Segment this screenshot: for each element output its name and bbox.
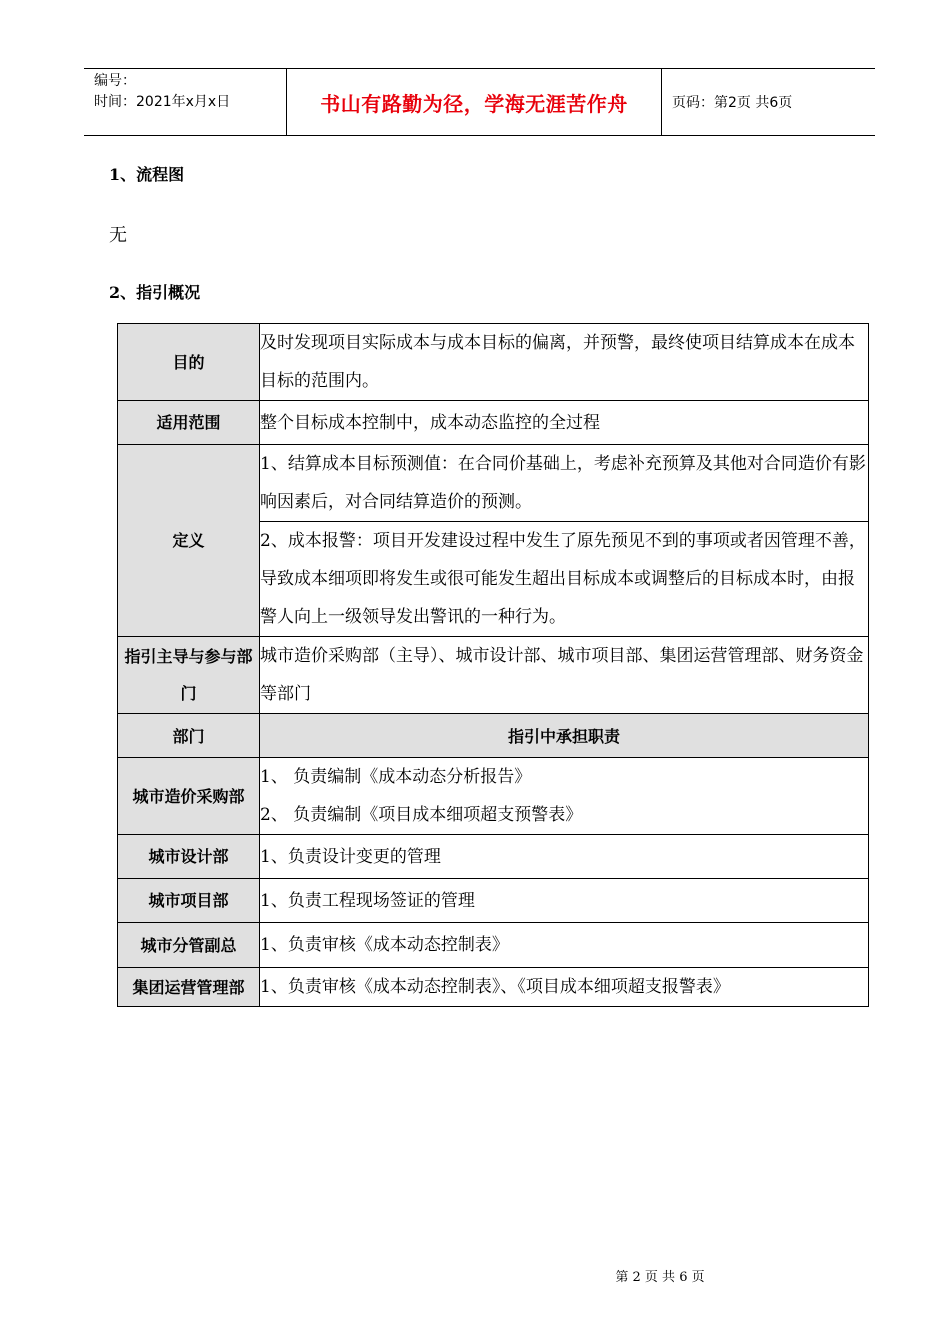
table-row: [118, 445, 869, 522]
table-row: [118, 637, 869, 714]
doc-number-label: 编号：: [94, 73, 136, 89]
dept-name: 集团运营管理部: [118, 968, 260, 1007]
dept-duties: [260, 835, 869, 879]
depts-text: 城市造价采购部（主导）、城市设计部、城市项目部、集团运营管理部、财务资金等部门: [260, 637, 869, 714]
section-title-flowchart: 1、流程图: [109, 165, 185, 184]
table-row: [118, 923, 869, 968]
table-row: [118, 835, 869, 879]
header-slogan: 书山有路勤为径，学海无涯苦作舟: [286, 69, 662, 135]
definition-1: 1、结算成本目标预测值：在合同价基础上，考虑补充预算及其他对合同造价有影响因素后，对合同结算造价的预测。: [260, 445, 869, 522]
duty-item: 2、 负责编制《项目成本细项超支预警表》: [260, 805, 583, 825]
table-row: [118, 968, 869, 1007]
duty-item: 1、负责设计变更的管理: [260, 846, 441, 867]
dept-duties: [260, 968, 869, 1007]
depts-label: 指引主导与参与部门: [118, 637, 260, 714]
dept-name: 城市设计部: [118, 835, 260, 879]
scope-text: 整个目标成本控制中，成本动态监控的全过程: [260, 401, 869, 445]
dept-name: 城市造价采购部: [118, 758, 260, 835]
definition-label: 定义: [118, 445, 260, 637]
definition-2: 2、成本报警：项目开发建设过程中发生了原先预见不到的事项或者因管理不善，导致成本细项即将发生或很可能发生超出目标成本或调整后的目标成本时，由报警人向上一级领导发出警讯的一种行为。: [260, 522, 869, 637]
purpose-text: 及时发现项目实际成本与成本目标的偏离，并预警，最终使项目结算成本在成本目标的范围内。: [260, 324, 869, 401]
page-header: [84, 68, 875, 136]
duty-item: 1、负责工程现场签证的管理: [260, 890, 475, 911]
table-row: [118, 879, 869, 923]
column-header-duty: 指引中承担职责: [260, 714, 869, 758]
table-row: [118, 401, 869, 445]
header-page-number: 页码：第2页 共6页: [672, 95, 793, 111]
duty-item: 1、负责审核《成本动态控制表》: [260, 935, 509, 955]
dept-duties: [260, 879, 869, 923]
doc-time-label: 时间：2021年x月x日: [94, 94, 231, 110]
table-row: [118, 324, 869, 401]
dept-duties: [260, 923, 869, 968]
page-footer: 第 2 页 共 6 页: [615, 1270, 705, 1285]
column-header-dept: 部门: [118, 714, 260, 758]
section-title-overview: 2、指引概况: [109, 283, 201, 302]
scope-label: 适用范围: [118, 401, 260, 445]
duty-item: 1、 负责编制《成本动态分析报告》: [260, 767, 532, 787]
dept-name: 城市分管副总: [118, 923, 260, 968]
duty-item: 1、负责审核《成本动态控制表》、《项目成本细项超支报警表》: [260, 977, 730, 997]
section-content-flowchart: 无: [109, 225, 127, 246]
dept-duties: [260, 758, 869, 835]
header-meta: [84, 69, 286, 135]
table-header-row: [118, 714, 869, 758]
dept-name: 城市项目部: [118, 879, 260, 923]
table-row: [118, 758, 869, 835]
guide-overview-table: [117, 323, 869, 1007]
purpose-label: 目的: [118, 324, 260, 401]
